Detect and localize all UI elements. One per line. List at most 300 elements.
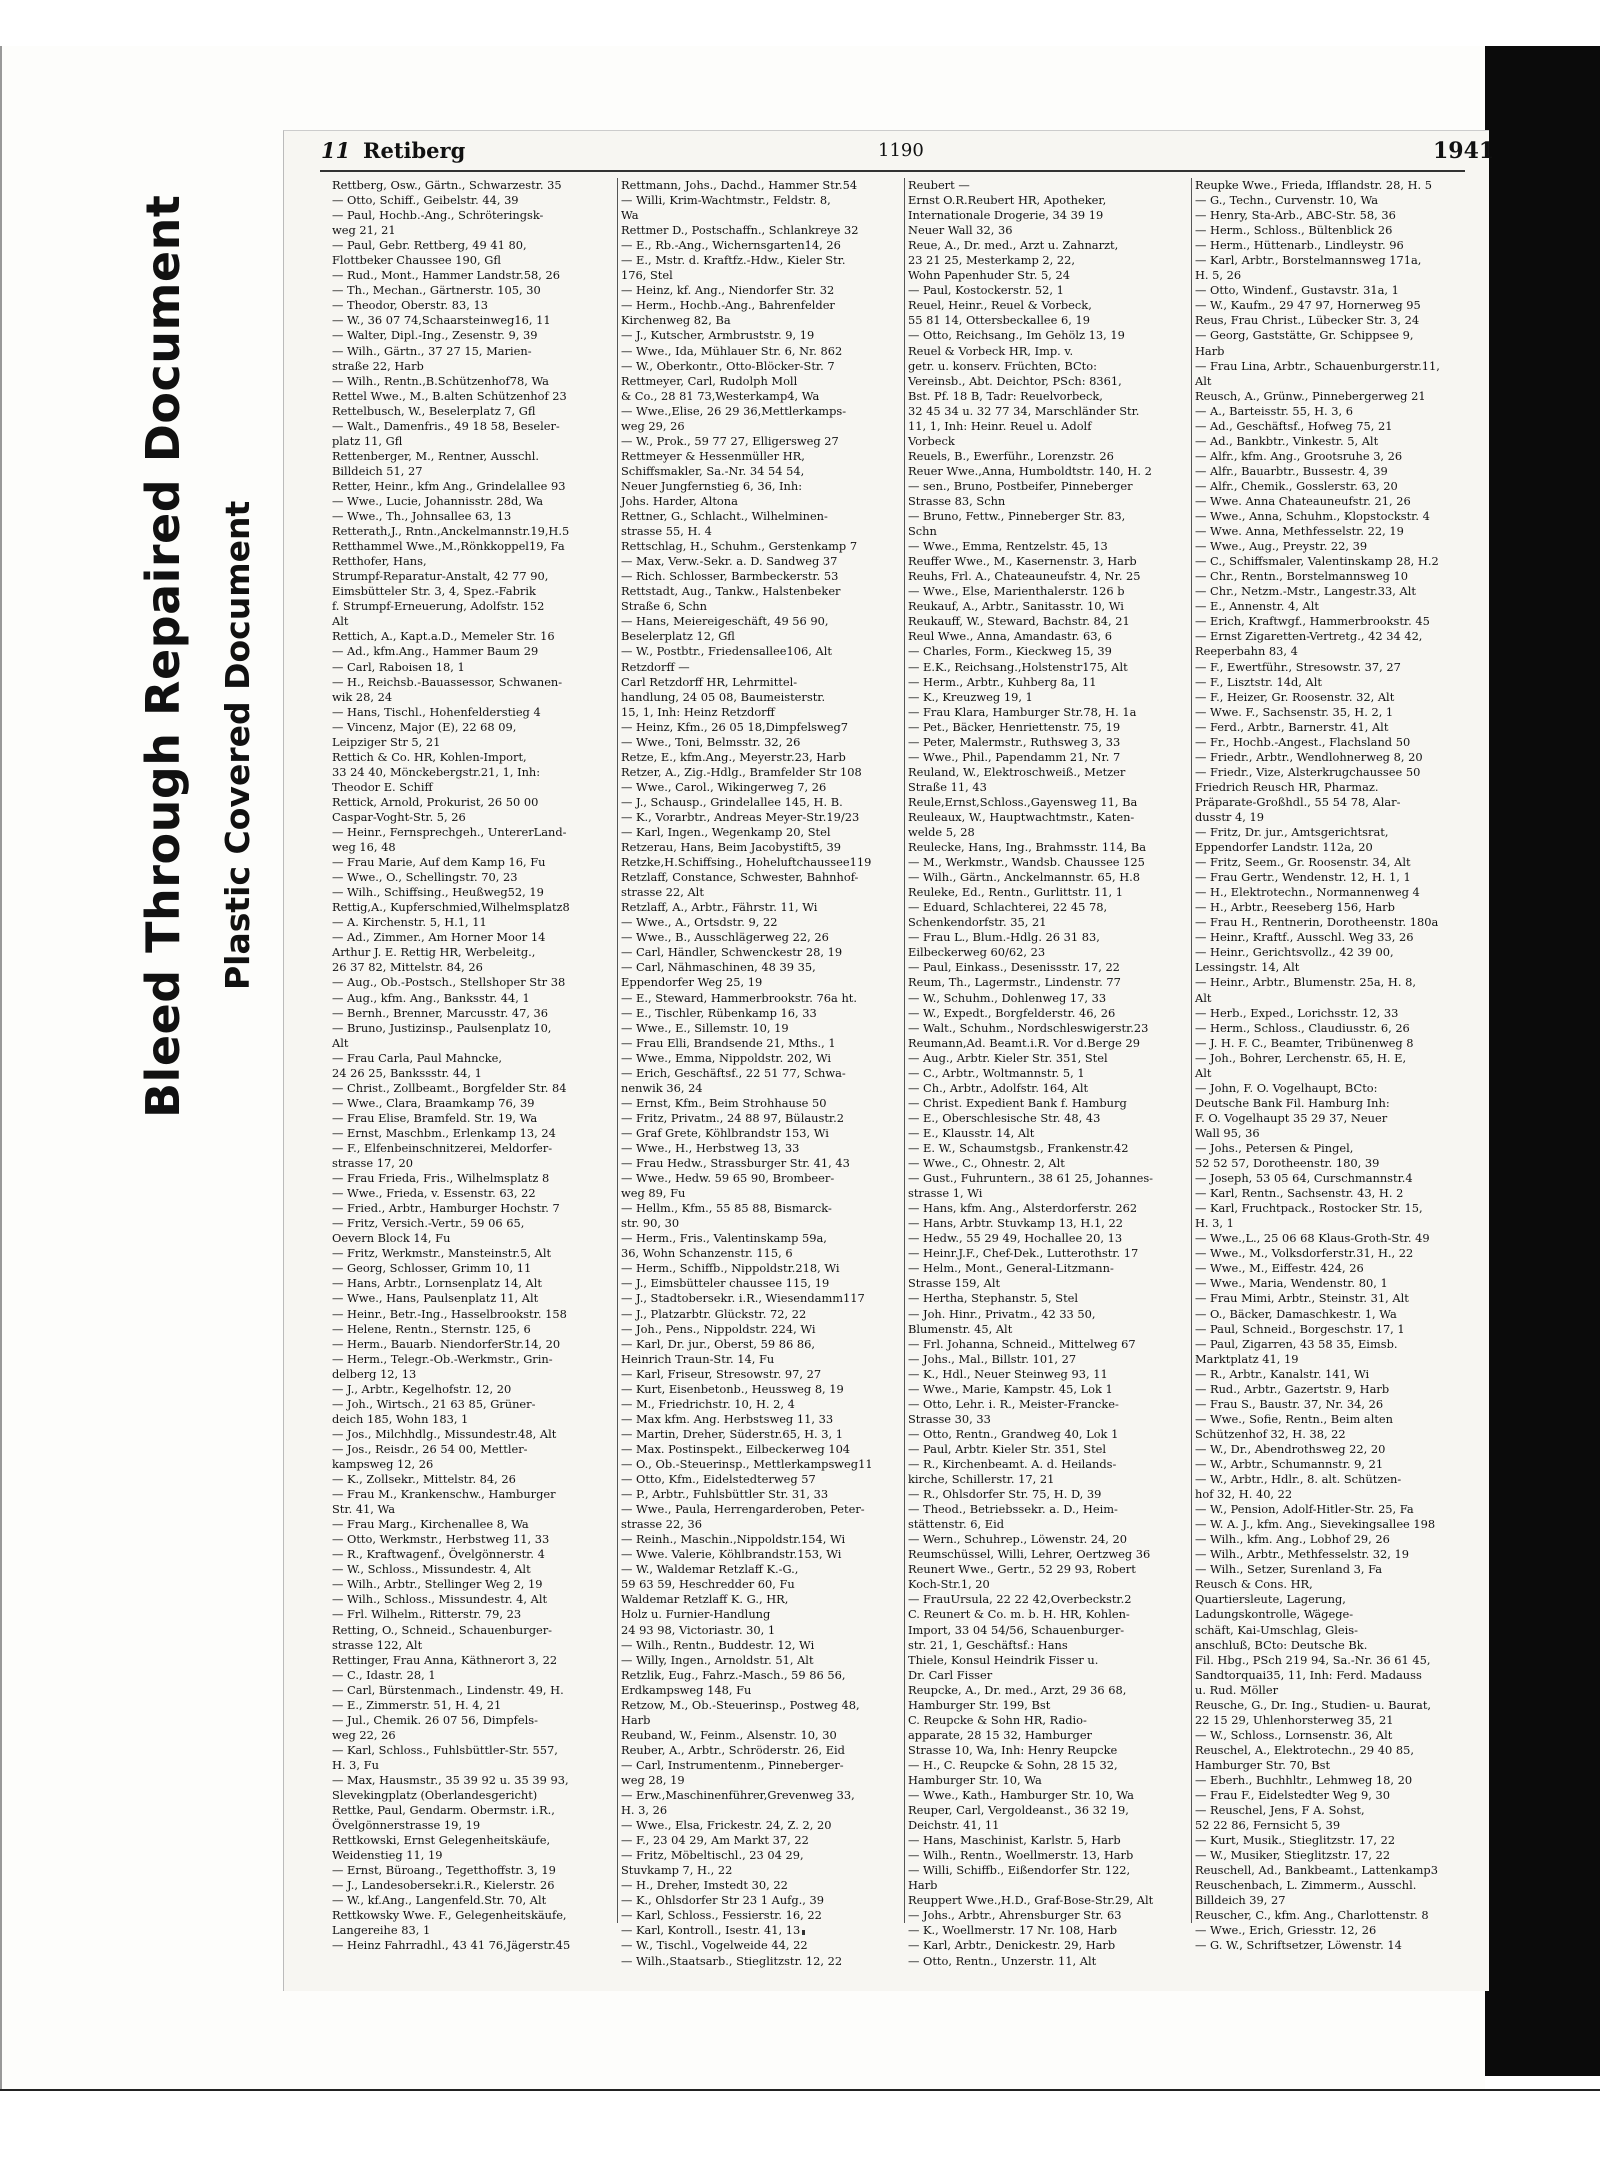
- directory-entry-line: Reubert —: [908, 178, 970, 192]
- directory-entry-line: Reuhs, Frl. A., Chateauneufstr. 4, Nr. 25: [908, 569, 1141, 584]
- directory-entry-line: handlung, 24 05 08, Baumeisterstr.: [621, 689, 826, 704]
- directory-entry-line: 26 37 82, Mittelstr. 84, 26: [332, 960, 483, 975]
- directory-entry-line: — Erich, Kraftwgf., Hammerbrookstr. 45: [1195, 614, 1430, 629]
- directory-column-1: [332, 178, 614, 1953]
- directory-entry-line: — Willy, Ingen., Arnoldstr. 51, Alt: [621, 1652, 814, 1667]
- directory-entry-line: strasse 122, Alt: [332, 1637, 423, 1652]
- directory-entry-line: — Max kfm. Ang. Herbstsweg 11, 33: [621, 1411, 834, 1426]
- directory-entry-line: — Bruno, Justizinsp., Paulsenplatz 10,: [332, 1020, 552, 1035]
- directory-entry-line: strasse 55, H. 4: [621, 524, 712, 539]
- directory-entry-line: Marktplatz 41, 19: [1195, 1351, 1299, 1366]
- directory-entry-line: — Herm., Schiffb., Nippoldstr.218, Wi: [621, 1261, 840, 1276]
- directory-entry-line: — Aug., Arbtr. Kieler Str. 351, Stel: [908, 1050, 1108, 1065]
- directory-entry-line: Alt: [332, 1035, 349, 1050]
- directory-entry-line: — H., Elektrotechn., Normannenweg 4: [1195, 885, 1420, 900]
- directory-entry-line: — A., Barteisstr. 55, H. 3, 6: [1195, 403, 1354, 418]
- directory-entry-line: — R., Kraftwagenf., Övelgönnerstr. 4: [332, 1547, 545, 1562]
- directory-entry-line: Retzer, A., Zig.-Hdlg., Bramfelder Str 108: [621, 764, 862, 779]
- directory-entry-line: — Wwe., E., Sillemstr. 10, 19: [621, 1020, 789, 1035]
- directory-entry-line: — Karl, Schloss., Fuhlsbüttler-Str. 557,: [332, 1742, 558, 1757]
- directory-entry-line: — W., Postbtr., Friedensallee106, Alt: [621, 644, 832, 659]
- directory-entry-line: — Gust., Fuhruntern., 38 61 25, Johannes-: [908, 1171, 1154, 1186]
- directory-entry-line: — Herm., Arbtr., Kuhberg 8a, 11: [908, 674, 1097, 689]
- directory-entry-line: — Reuschel, Jens, F A. Sohst,: [1195, 1803, 1365, 1818]
- directory-entry-line: delberg 12, 13: [332, 1366, 417, 1381]
- directory-entry-line: getr. u. konserv. Früchten, BCto:: [908, 358, 1097, 373]
- directory-entry-line: — Wwe., Anna, Schuhm., Klopstockstr. 4: [1195, 509, 1430, 524]
- directory-entry-line: Rettke, Paul, Gendarm. Obermstr. i.R.,: [332, 1803, 555, 1818]
- directory-entry-line: Kirchenweg 82, Ba: [621, 313, 731, 328]
- directory-entry-line: — Heinz, Kfm., 26 05 18,Dimpfelsweg7: [621, 719, 848, 734]
- directory-entry-line: — Frau Marg., Kirchenallee 8, Wa: [332, 1517, 529, 1532]
- directory-entry-line: — Carl, Nähmaschinen, 48 39 35,: [621, 960, 816, 975]
- directory-entry-line: — Rud., Mont., Hammer Landstr.58, 26: [332, 268, 560, 283]
- directory-entry-line: — C., Arbtr., Woltmannstr. 5, 1: [908, 1065, 1085, 1080]
- directory-entry-line: — Erich, Geschäftsf., 22 51 77, Schwa-: [621, 1065, 846, 1080]
- directory-entry-line: — Johs., Arbtr., Ahrensburger Str. 63: [908, 1908, 1122, 1923]
- directory-entry-line: — Helene, Rentn., Sternstr. 125, 6: [332, 1321, 531, 1336]
- directory-entry-line: — Paul, Kostockerstr. 52, 1: [908, 283, 1064, 298]
- directory-entry-line: — E.K., Reichsang.,Holstenstr175, Alt: [908, 659, 1128, 674]
- directory-entry-line: Rettig,A., Kupferschmied,Wilhelmsplatz8: [332, 900, 570, 915]
- directory-entry-line: Reunert Wwe., Gertr., 52 29 93, Robert: [908, 1562, 1136, 1577]
- directory-entry-line: Reumann,Ad. Beamt.i.R. Vor d.Berge 29: [908, 1035, 1140, 1050]
- directory-entry-line: — Joh., Pens., Nippoldstr. 224, Wi: [621, 1321, 816, 1336]
- directory-entry-line: — Kurt, Eisenbetonb., Heussweg 8, 19: [621, 1381, 844, 1396]
- directory-entry-line: strasse 22, Alt: [621, 885, 704, 900]
- directory-entry-line: Langereihe 83, 1: [332, 1923, 431, 1938]
- directory-entry-line: Reukauf, A., Arbtr., Sanitasstr. 10, Wi: [908, 599, 1124, 614]
- directory-entry-line: — Frl. Johanna, Schneid., Mittelweg 67: [908, 1336, 1136, 1351]
- directory-entry-line: — Wwe., O., Schellingstr. 70, 23: [332, 870, 518, 885]
- directory-entry-line: Reeperbahn 83, 4: [1195, 644, 1298, 659]
- directory-entry-line: — Wwe., Hans, Paulsenplatz 11, Alt: [332, 1291, 539, 1306]
- directory-entry-line: — Heinr., Betr.-Ing., Hasselbrookstr. 158: [332, 1306, 567, 1321]
- directory-entry-line: schäft, Kai-Umschlag, Gleis-: [1195, 1622, 1358, 1637]
- directory-entry-line: — Wwe. Anna, Methfesselstr. 22, 19: [1195, 524, 1404, 539]
- directory-entry-line: — M., Friedrichstr. 10, H. 2, 4: [621, 1396, 795, 1411]
- directory-entry-line: Rettkowski, Ernst Gelegenheitskäufe,: [332, 1833, 551, 1848]
- directory-entry-line: str. 21, 1, Geschäftsf.: Hans: [908, 1637, 1068, 1652]
- directory-entry-line: — H., Arbtr., Reeseberg 156, Harb: [1195, 900, 1395, 915]
- directory-entry-line: stättenstr. 6, Eid: [908, 1517, 1005, 1532]
- directory-entry-line: — Johs., Mal., Billstr. 101, 27: [908, 1351, 1077, 1366]
- directory-entry-line: Reupcke, A., Dr. med., Arzt, 29 36 68,: [908, 1682, 1127, 1697]
- directory-entry-line: weg 16, 48: [332, 840, 396, 855]
- directory-entry-line: — K., Hdl., Neuer Steinweg 93, 11: [908, 1366, 1108, 1381]
- directory-entry-line: — Rud., Arbtr., Gazertstr. 9, Harb: [1195, 1381, 1390, 1396]
- directory-entry-line: strasse 22, 36: [621, 1517, 702, 1532]
- directory-entry-line: Reue, A., Dr. med., Arzt u. Zahnarzt,: [908, 238, 1119, 253]
- directory-entry-line: — Fr., Hochb.-Angest., Flachsland 50: [1195, 734, 1411, 749]
- directory-entry-line: Rettkowsky Wwe. F., Gelegenheitskäufe,: [332, 1908, 567, 1923]
- directory-entry-line: — P., Arbtr., Fuhlsbüttler Str. 31, 33: [621, 1487, 829, 1502]
- directory-entry-line: Flottbeker Chaussee 190, Gfl: [332, 253, 501, 268]
- directory-entry-line: Import, 33 04 54/56, Schauenburger-: [908, 1622, 1125, 1637]
- directory-entry-line: — Wern., Schuhrep., Löwenstr. 24, 20: [908, 1532, 1128, 1547]
- directory-entry-line: — E., Zimmerstr. 51, H. 4, 21: [332, 1697, 502, 1712]
- directory-entry-line: Deichstr. 41, 11: [908, 1818, 1000, 1833]
- directory-entry-line: Rettick, Arnold, Prokurist, 26 50 00: [332, 794, 539, 809]
- directory-entry-line: Retthofer, Hans,: [332, 554, 427, 569]
- directory-entry-line: Neuer Wall 32, 36: [908, 223, 1013, 238]
- directory-entry-line: Präparate-Großhdl., 55 54 78, Alar-: [1195, 794, 1401, 809]
- column-divider: [1191, 178, 1192, 1923]
- directory-entry-line: — Bruno, Fettw., Pinneberger Str. 83,: [908, 509, 1126, 524]
- directory-entry-line: Reuper, Carl, Vergoldeanst., 36 32 19,: [908, 1803, 1129, 1818]
- directory-entry-line: Sandtorquai35, 11, Inh: Ferd. Madauss: [1195, 1667, 1422, 1682]
- directory-entry-line: 52 22 86, Fernsicht 5, 39: [1195, 1818, 1341, 1833]
- directory-entry-line: Reuschel, A., Elektrotechn., 29 40 85,: [1195, 1742, 1414, 1757]
- directory-entry-line: weg 21, 21: [332, 223, 396, 238]
- directory-entry-line: Reuland, W., Elektroschweiß., Metzer: [908, 764, 1126, 779]
- directory-entry-line: — G. W., Schriftsetzer, Löwenstr. 14: [1195, 1938, 1402, 1953]
- directory-entry-line: — E., Klausstr. 14, Alt: [908, 1125, 1035, 1140]
- directory-entry-line: Strasse 83, Schn: [908, 493, 1006, 508]
- directory-entry-line: — O., Bäcker, Damaschkestr. 1, Wa: [1195, 1306, 1397, 1321]
- directory-entry-line: — Otto, Werkmstr., Herbstweg 11, 33: [332, 1532, 550, 1547]
- directory-entry-line: — Hans, Meiereigeschäft, 49 56 90,: [621, 614, 829, 629]
- directory-entry-line: — Heinr., Gerichtsvollz., 42 39 00,: [1195, 945, 1394, 960]
- directory-entry-line: — H., Reichsb.-Bauassessor, Schwanen-: [332, 674, 563, 689]
- directory-entry-line: — Helm., Mont., General-Litzmann-: [908, 1261, 1114, 1276]
- directory-entry-line: Wall 95, 36: [1195, 1125, 1260, 1140]
- directory-entry-line: Holz u. Furnier-Handlung: [621, 1607, 771, 1622]
- directory-entry-line: — Joh., Wirtsch., 21 63 85, Grüner-: [332, 1396, 536, 1411]
- directory-entry-line: — E., Tischler, Rübenkamp 16, 33: [621, 1005, 817, 1020]
- directory-entry-line: Koch-Str.1, 20: [908, 1577, 990, 1592]
- directory-entry-line: — Hans, kfm. Ang., Alsterdorferstr. 262: [908, 1201, 1138, 1216]
- directory-entry-line: weg 28, 19: [621, 1772, 685, 1787]
- directory-entry-line: — Pet., Bäcker, Henriettenstr. 75, 19: [908, 719, 1121, 734]
- directory-entry-line: Beselerplatz 12, Gfl: [621, 629, 735, 644]
- directory-entry-line: Quartiersleute, Lagerung,: [1195, 1592, 1346, 1607]
- directory-entry-line: — Walt., Damenfris., 49 18 58, Beseler-: [332, 418, 560, 433]
- directory-entry-line: — John, F. O. Vogelhaupt, BCto:: [1195, 1080, 1378, 1095]
- directory-entry-line: Reuer Wwe.,Anna, Humboldtstr. 140, H. 2: [908, 463, 1152, 478]
- directory-entry-line: Harb: [621, 1712, 651, 1727]
- directory-entry-line: Övelgönnerstrasse 19, 19: [332, 1818, 481, 1833]
- directory-entry-line: — Paul, Arbtr. Kieler Str. 351, Stel: [908, 1441, 1107, 1456]
- directory-entry-line: Rettelbusch, W., Beselerplatz 7, Gfl: [332, 403, 536, 418]
- directory-entry-line: Reuel & Vorbeck HR, Imp. v.: [908, 343, 1074, 358]
- directory-entry-line: Eppendorfer Landstr. 112a, 20: [1195, 840, 1373, 855]
- directory-entry-line: — W., Oberkontr., Otto-Blöcker-Str. 7: [621, 358, 835, 373]
- directory-entry-line: — Wilh., Setzer, Surenland 3, Fa: [1195, 1562, 1383, 1577]
- directory-entry-line: — Frau L., Blum.-Hdlg. 26 31 83,: [908, 930, 1100, 945]
- directory-entry-line: — W., Pension, Adolf-Hitler-Str. 25, Fa: [1195, 1502, 1414, 1517]
- directory-entry-line: Rettmeyer & Hessenmüller HR,: [621, 448, 805, 463]
- directory-column-3: [908, 178, 1190, 1968]
- directory-entry-line: Deutsche Bank Fil. Hamburg Inh:: [1195, 1095, 1390, 1110]
- directory-entry-line: — Henry, Sta-Arb., ABC-Str. 58, 36: [1195, 208, 1396, 223]
- directory-entry-line: Blumenstr. 45, Alt: [908, 1321, 1013, 1336]
- directory-entry-line: Ernst O.R.Reubert HR, Apotheker,: [908, 193, 1107, 208]
- directory-entry-line: Caspar-Voght-Str. 5, 26: [332, 809, 466, 824]
- directory-entry-line: — W., Prok., 59 77 27, Elligersweg 27: [621, 433, 839, 448]
- directory-entry-line: Retzow, M., Ob.-Steuerinsp., Postweg 48,: [621, 1697, 860, 1712]
- directory-entry-line: Hamburger Str. 70, Bst: [1195, 1757, 1331, 1772]
- directory-entry-line: — J., Arbtr., Kegelhofstr. 12, 20: [332, 1381, 512, 1396]
- directory-entry-line: — Aug., Ob.-Postsch., Stellshoper Str 38: [332, 975, 566, 990]
- directory-entry-line: Reuppert Wwe.,H.D., Graf-Bose-Str.29, Alt: [908, 1893, 1154, 1908]
- bottom-margin: [0, 2089, 1600, 2177]
- directory-entry-line: — Paul, Einkass., Desenissstr. 17, 22: [908, 960, 1120, 975]
- directory-entry-line: F. O. Vogelhaupt 35 29 37, Neuer: [1195, 1110, 1388, 1125]
- directory-entry-line: Retzdorff —: [621, 659, 690, 674]
- directory-entry-line: 15, 1, Inh: Heinz Retzdorff: [621, 704, 775, 719]
- directory-entry-line: — Wwe. F., Sachsenstr. 35, H. 2, 1: [1195, 704, 1394, 719]
- directory-entry-line: Rettinger, Frau Anna, Käthnerort 3, 22: [332, 1652, 558, 1667]
- directory-entry-line: — Herm., Schloss., Claudiusstr. 6, 26: [1195, 1020, 1410, 1035]
- header-name: Retiberg: [363, 138, 466, 163]
- directory-entry-line: — Herm., Bauarb. NiendorferStr.14, 20: [332, 1336, 561, 1351]
- directory-entry-line: — J., Eimsbütteler chaussee 115, 19: [621, 1276, 830, 1291]
- directory-entry-line: — Alfr., Bauarbtr., Bussestr. 4, 39: [1195, 463, 1388, 478]
- directory-entry-line: — Wilh., Schloss., Missundestr. 4, Alt: [332, 1592, 548, 1607]
- directory-entry-line: Retzlik, Eug., Fahrz.-Masch., 59 86 56,: [621, 1667, 846, 1682]
- directory-entry-line: C. Reunert & Co. m. b. H. HR, Kohlen-: [908, 1607, 1130, 1622]
- directory-entry-line: — E., Rb.-Ang., Wichernsgarten14, 26: [621, 238, 841, 253]
- directory-entry-line: & Co., 28 81 73,Westerkamp4, Wa: [621, 388, 820, 403]
- directory-entry-line: Heinrich Traun-Str. 14, Fu: [621, 1351, 775, 1366]
- directory-entry-line: — Graf Grete, Köhlbrandstr 153, Wi: [621, 1125, 829, 1140]
- directory-entry-line: Reuschenbach, L. Zimmerm., Ausschl.: [1195, 1878, 1417, 1893]
- directory-entry-line: Eimsbütteler Str. 3, 4, Spez.-Fabrik: [332, 584, 536, 599]
- directory-entry-line: Rettschlag, H., Schuhm., Gerstenkamp 7: [621, 539, 858, 554]
- directory-entry-line: — F., Lisztstr. 14d, Alt: [1195, 674, 1322, 689]
- directory-entry-line: — Frau Mimi, Arbtr., Steinstr. 31, Alt: [1195, 1291, 1409, 1306]
- directory-entry-line: — Frl. Wilhelm., Ritterstr. 79, 23: [332, 1607, 522, 1622]
- directory-entry-line: — Charles, Form., Kieckweg 15, 39: [908, 644, 1112, 659]
- directory-entry-line: — H., C. Reupcke & Sohn, 28 15 32,: [908, 1757, 1118, 1772]
- directory-entry-line: — Fritz, Privatm., 24 88 97, Bülaustr.2: [621, 1110, 844, 1125]
- directory-entry-line: — Ernst, Kfm., Beim Strohhause 50: [621, 1095, 827, 1110]
- directory-entry-line: nenwik 36, 24: [621, 1080, 703, 1095]
- directory-entry-line: — Wwe., Phil., Papendamm 21, Nr. 7: [908, 749, 1121, 764]
- directory-entry-line: — J. H. F. C., Beamter, Tribünenweg 8: [1195, 1035, 1414, 1050]
- directory-entry-line: 24 93 98, Victoriastr. 30, 1: [621, 1622, 776, 1637]
- directory-entry-line: — Wwe., A., Ortsdstr. 9, 22: [621, 915, 778, 930]
- directory-entry-line: — Bernh., Brenner, Marcusstr. 47, 36: [332, 1005, 549, 1020]
- directory-entry-line: — Fried., Arbtr., Hamburger Hochstr. 7: [332, 1201, 560, 1216]
- directory-entry-line: Vereinsb., Abt. Deichtor, PSch: 8361,: [908, 373, 1122, 388]
- directory-entry-line: — Wilh., Rentn.,B.Schützenhof78, Wa: [332, 373, 549, 388]
- directory-entry-line: — Fritz, Dr. jur., Amtsgerichtsrat,: [1195, 825, 1389, 840]
- page-header: [283, 132, 1495, 172]
- directory-entry-line: — FrauUrsula, 22 22 42,Overbeckstr.2: [908, 1592, 1132, 1607]
- directory-column-2: [621, 178, 903, 1968]
- directory-entry-line: — J., Platzarbtr. Glückstr. 72, 22: [621, 1306, 807, 1321]
- directory-entry-line: Reukauff, W., Steward, Bachstr. 84, 21: [908, 614, 1130, 629]
- directory-entry-line: anschluß, BCto: Deutsche Bk.: [1195, 1637, 1368, 1652]
- directory-entry-line: — Max, Verw.-Sekr. a. D. Sandweg 37: [621, 554, 838, 569]
- directory-entry-line: — Wilh., Gärtn., Anckelmannstr. 65, H.8: [908, 870, 1140, 885]
- overlay-title-plastic-covered: Plastic Covered Document: [218, 500, 257, 990]
- directory-entry-line: — Herm., Telegr.-Ob.-Werkmstr., Grin-: [332, 1351, 553, 1366]
- directory-entry-line: Bst. Pf. 18 B, Tadr: Reuelvorbeck,: [908, 388, 1103, 403]
- directory-entry-line: hof 32, H. 40, 22: [1195, 1487, 1293, 1502]
- directory-entry-line: — Heinr., Fernsprechgeh., UntererLand-: [332, 825, 567, 840]
- directory-entry-line: — Karl, Arbtr., Denickestr. 29, Harb: [908, 1938, 1116, 1953]
- directory-entry-line: — W., Schuhm., Dohlenweg 17, 33: [908, 990, 1107, 1005]
- directory-entry-line: — K., Ohlsdorfer Str 23 1 Aufg., 39: [621, 1893, 825, 1908]
- directory-entry-line: — Chr., Netzm.-Mstr., Langestr.33, Alt: [1195, 584, 1416, 599]
- directory-entry-line: Str. 41, Wa: [332, 1502, 396, 1517]
- directory-entry-line: — Wwe., M., Eiffestr. 424, 26: [1195, 1261, 1364, 1276]
- directory-entry-line: Arthur J. E. Rettig HR, Werbeleitg.,: [332, 945, 536, 960]
- directory-entry-line: Vorbeck: [908, 433, 955, 448]
- directory-entry-line: apparate, 28 15 32, Hamburger: [908, 1727, 1093, 1742]
- directory-entry-line: Slevekingplatz (Oberlandesgericht): [332, 1788, 538, 1803]
- directory-entry-line: 23 21 25, Mesterkamp 2, 22,: [908, 253, 1075, 268]
- directory-entry-line: — Herm., Hochb.-Ang., Bahrenfelder: [621, 298, 835, 313]
- overlay-title-bleed-through: Bleed Through Repaired Document: [136, 194, 190, 1118]
- directory-entry-line: — Wwe., Emma, Rentzelstr. 45, 13: [908, 539, 1108, 554]
- directory-entry-line: Reusche, G., Dr. Ing., Studien- u. Baurat,: [1195, 1697, 1432, 1712]
- directory-entry-line: Retting, O., Schneid., Schauenburger-: [332, 1622, 553, 1637]
- directory-entry-line: — Carl, Händler, Schwenckestr 28, 19: [621, 945, 843, 960]
- directory-entry-line: — Frau Carla, Paul Mahncke,: [332, 1050, 503, 1065]
- directory-entry-line: wik 28, 24: [332, 689, 393, 704]
- directory-entry-line: — W., Musiker, Stieglitzstr. 17, 22: [1195, 1848, 1391, 1863]
- directory-entry-line: 11, 1, Inh: Heinr. Reuel u. Adolf: [908, 418, 1092, 433]
- directory-entry-line: — Frau S., Baustr. 37, Nr. 34, 26: [1195, 1396, 1384, 1411]
- directory-entry-line: — Ad., Zimmer., Am Horner Moor 14: [332, 930, 546, 945]
- directory-entry-line: weg 22, 26: [332, 1727, 396, 1742]
- directory-entry-line: kampsweg 12, 26: [332, 1456, 434, 1471]
- directory-entry-line: — W., Schloss., Lornsenstr. 36, Alt: [1195, 1727, 1393, 1742]
- directory-entry-line: — Theod., Betriebssekr. a. D., Heim-: [908, 1502, 1118, 1517]
- directory-entry-line: — Ad., kfm.Ang., Hammer Baum 29: [332, 644, 539, 659]
- directory-entry-line: — J., Stadtobersekr. i.R., Wiesendamm117: [621, 1291, 865, 1306]
- directory-entry-line: — Wwe., Elsa, Frickestr. 24, Z. 2, 20: [621, 1818, 832, 1833]
- directory-entry-line: — W., 36 07 74,Schaarsteinweg16, 11: [332, 313, 551, 328]
- directory-entry-line: — Wilh., Gärtn., 37 27 15, Marien-: [332, 343, 532, 358]
- directory-entry-line: — M., Werkmstr., Wandsb. Chaussee 125: [908, 855, 1145, 870]
- directory-entry-line: — Georg, Schlosser, Grimm 10, 11: [332, 1261, 532, 1276]
- directory-entry-line: — J., Schausp., Grindelallee 145, H. B.: [621, 794, 843, 809]
- directory-entry-line: str. 90, 30: [621, 1216, 680, 1231]
- directory-entry-line: — Karl, Schloss., Fessierstr. 16, 22: [621, 1908, 822, 1923]
- directory-entry-line: — Wwe., Marie, Kampstr. 45, Lok 1: [908, 1381, 1113, 1396]
- directory-entry-line: — Hans, Maschinist, Karlstr. 5, Harb: [908, 1833, 1121, 1848]
- directory-entry-line: — Hedw., 55 29 49, Hochallee 20, 13: [908, 1231, 1123, 1246]
- directory-entry-line: — Fritz, Versich.-Vertr., 59 06 65,: [332, 1216, 525, 1231]
- directory-entry-line: — Christ. Expedient Bank f. Hamburg: [908, 1095, 1127, 1110]
- directory-entry-line: — W., Kaufm., 29 47 97, Hornerweg 95: [1195, 298, 1421, 313]
- directory-entry-line: — Ch., Arbtr., Adolfstr. 164, Alt: [908, 1080, 1089, 1095]
- directory-entry-line: — Frau H., Rentnerin, Dorotheenstr. 180a: [1195, 915, 1439, 930]
- directory-entry-line: — Max, Hausmstr., 35 39 92 u. 35 39 93,: [332, 1772, 569, 1787]
- directory-entry-line: — Karl, Kontroll., Isestr. 41, 13: [621, 1923, 801, 1938]
- directory-entry-line: — Wwe., C., Ohnestr. 2, Alt: [908, 1156, 1065, 1171]
- directory-entry-line: — R., Arbtr., Kanalstr. 141, Wi: [1195, 1366, 1370, 1381]
- directory-entry-line: — Karl, Rentn., Sachsenstr. 43, H. 2: [1195, 1186, 1404, 1201]
- directory-entry-line: — Wwe., Th., Johnsallee 63, 13: [332, 509, 512, 524]
- directory-entry-line: — Karl, Ingen., Wegenkamp 20, Stel: [621, 825, 831, 840]
- directory-entry-line: — Herm., Fris., Valentinskamp 59a,: [621, 1231, 827, 1246]
- directory-entry-line: — Karl, Dr. jur., Oberst, 59 86 86,: [621, 1336, 815, 1351]
- top-margin: [0, 0, 1600, 46]
- directory-entry-line: Retterath,J., Rntn.,Anckelmannstr.19,H.5: [332, 524, 570, 539]
- directory-entry-line: — Joseph, 53 05 64, Curschmannstr.4: [1195, 1171, 1413, 1186]
- directory-entry-line: — W., Waldemar Retzlaff K.-G.,: [621, 1562, 799, 1577]
- directory-entry-line: — Eduard, Schlachterei, 22 45 78,: [908, 900, 1108, 915]
- column-divider: [617, 178, 618, 1923]
- directory-entry-line: Reusch & Cons. HR,: [1195, 1577, 1313, 1592]
- directory-entry-line: — Frau Marie, Auf dem Kamp 16, Fu: [332, 855, 546, 870]
- directory-entry-line: — Frau Lina, Arbtr., Schauenburgerstr.11,: [1195, 358, 1440, 373]
- directory-entry-line: — Wwe., Paula, Herrengarderoben, Peter-: [621, 1502, 865, 1517]
- directory-entry-line: — F., Heizer, Gr. Roosenstr. 32, Alt: [1195, 689, 1395, 704]
- directory-entry-line: Thiele, Konsul Heindrik Fisser u.: [908, 1652, 1099, 1667]
- directory-entry-line: — Wwe., M., Volksdorferstr.31, H., 22: [1195, 1246, 1414, 1261]
- directory-entry-line: Reuleaux, W., Hauptwachtmstr., Katen-: [908, 809, 1135, 824]
- directory-entry-line: Reuleke, Ed., Rentn., Gurlittstr. 11, 1: [908, 885, 1123, 900]
- directory-entry-line: — Wilh., Rentn., Woellmerstr. 13, Harb: [908, 1848, 1134, 1863]
- directory-entry-line: H. 3, 1: [1195, 1216, 1234, 1231]
- directory-entry-line: — Frau Gertr., Wendenstr. 12, H. 1, 1: [1195, 870, 1411, 885]
- directory-entry-line: — H., Dreher, Imstedt 30, 22: [621, 1878, 788, 1893]
- directory-entry-line: Reuel, Heinr., Reuel & Vorbeck,: [908, 298, 1092, 313]
- directory-entry-line: Rettberg, Osw., Gärtn., Schwarzestr. 35: [332, 178, 562, 192]
- directory-entry-line: Reuels, B., Ewerführ., Lorenzstr. 26: [908, 448, 1114, 463]
- directory-entry-line: — Otto, Schiff., Geibelstr. 44, 39: [332, 193, 519, 208]
- directory-entry-line: Strasse 159, Alt: [908, 1276, 1001, 1291]
- directory-entry-line: — Wwe., Carol., Wikingerweg 7, 26: [621, 779, 827, 794]
- directory-entry-line: — Reinh., Maschin.,Nippoldstr.154, Wi: [621, 1532, 846, 1547]
- directory-entry-line: — Willi, Krim-Wachtmstr., Feldstr. 8,: [621, 193, 831, 208]
- directory-entry-line: — E., Mstr. d. Kraftfz.-Hdw., Kieler Str.: [621, 253, 846, 268]
- directory-entry-line: — K., Woellmerstr. 17 Nr. 108, Harb: [908, 1923, 1118, 1938]
- directory-entry-line: Retze, E., kfm.Ang., Meyerstr.23, Harb: [621, 749, 846, 764]
- directory-entry-line: — Ad., Geschäftsf., Hofweg 75, 21: [1195, 418, 1393, 433]
- directory-entry-line: Rettenberger, M., Rentner, Ausschl.: [332, 448, 539, 463]
- directory-entry-line: Harb: [1195, 343, 1225, 358]
- directory-entry-line: — Frau Elise, Bramfeld. Str. 19, Wa: [332, 1110, 538, 1125]
- directory-entry-line: Retzerau, Hans, Beim Jacobystift5, 39: [621, 840, 841, 855]
- directory-entry-line: Rettich & Co. HR, Kohlen-Import,: [332, 749, 527, 764]
- directory-entry-line: Dr. Carl Fisser: [908, 1667, 993, 1682]
- directory-entry-line: — Max. Postinspekt., Eilbeckerweg 104: [621, 1441, 851, 1456]
- directory-entry-line: — Otto, Rentn., Grandweg 40, Lok 1: [908, 1426, 1119, 1441]
- directory-entry-line: deich 185, Wohn 183, 1: [332, 1411, 469, 1426]
- directory-entry-line: — Carl, Bürstenmach., Lindenstr. 49, H.: [332, 1682, 564, 1697]
- directory-entry-line: Alt: [1195, 990, 1212, 1005]
- directory-entry-line: — W., Schloss., Missundestr. 4, Alt: [332, 1562, 531, 1577]
- directory-entry-line: Schiffsmakler, Sa.-Nr. 34 54 54,: [621, 463, 805, 478]
- directory-entry-line: Johs. Harder, Altona: [621, 493, 738, 508]
- directory-entry-line: — Wwe., Hedw. 59 65 90, Brombeer-: [621, 1171, 835, 1186]
- directory-entry-line: Billdeich 39, 27: [1195, 1893, 1286, 1908]
- directory-entry-line: — Wwe., Toni, Belmsstr. 32, 26: [621, 734, 801, 749]
- directory-entry-line: 55 81 14, Ottersbeckallee 6, 19: [908, 313, 1090, 328]
- directory-entry-line: Neuer Jungfernstieg 6, 36, Inh:: [621, 478, 803, 493]
- directory-entry-line: — J., Kutscher, Armbruststr. 9, 19: [621, 328, 815, 343]
- directory-entry-line: u. Rud. Möller: [1195, 1682, 1279, 1697]
- directory-entry-line: — Ferd., Arbtr., Barnerstr. 41, Alt: [1195, 719, 1389, 734]
- directory-entry-line: — Otto, Kfm., Eidelstedterweg 57: [621, 1472, 816, 1487]
- directory-entry-line: Reus, Frau Christ., Lübecker Str. 3, 24: [1195, 313, 1420, 328]
- directory-entry-line: — W., Dr., Abendrothsweg 22, 20: [1195, 1441, 1386, 1456]
- directory-entry-line: Retzlaff, A., Arbtr., Fährstr. 11, Wi: [621, 900, 818, 915]
- directory-entry-line: — Jos., Reisdr., 26 54 00, Mettler-: [332, 1441, 528, 1456]
- directory-entry-line: — Georg, Gaststätte, Gr. Schippsee 9,: [1195, 328, 1414, 343]
- directory-entry-line: strasse 1, Wi: [908, 1186, 983, 1201]
- directory-entry-line: Rettel Wwe., M., B.alten Schützenhof 23: [332, 388, 567, 403]
- directory-entry-line: — Friedr., Vize, Alsterkrugchaussee 50: [1195, 764, 1421, 779]
